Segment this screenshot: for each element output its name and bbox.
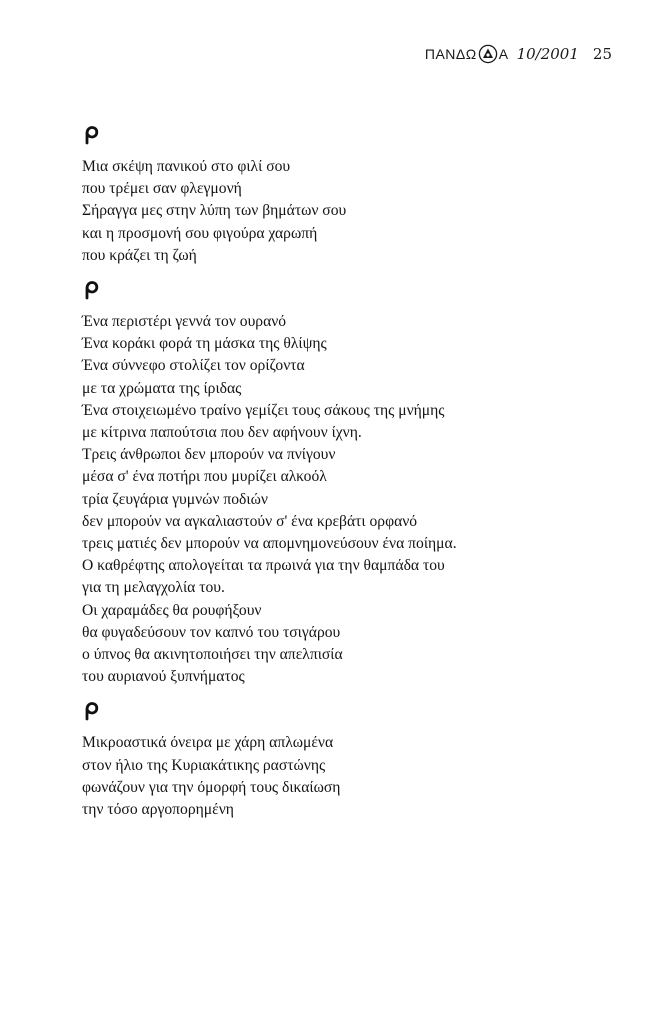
- verse-line: Σήραγγα μες στην λύπη των βημάτων σου: [82, 202, 347, 220]
- issue-number: 10/2001: [516, 45, 579, 63]
- verse-line: φωνάζουν για την όμορφή τους δικαίωση: [82, 778, 341, 796]
- verse-line: για τη μελαγχολία του.: [82, 579, 225, 597]
- verse-line: με κίτρινα παπούτσια που δεν αφήνουν ίχνη.: [82, 424, 362, 442]
- verse-line: και η προσμονή σου φιγούρα χαρωπή: [82, 224, 318, 242]
- verse-line: Ένα κοράκι φορά τη μάσκα της θλίψης: [82, 335, 327, 353]
- stanza-1: [82, 156, 602, 267]
- verse-line: Τρεις άνθρωποι δεν μπορούν να πνίγουν: [82, 446, 336, 464]
- magazine-logo-icon: [478, 44, 498, 64]
- verse-line: Μικροαστικά όνειρα με χάρη απλωμένα: [82, 734, 334, 752]
- verse-line: μέσα σ' ένα ποτήρι που μυρίζει αλκοόλ: [82, 468, 327, 486]
- poem: [82, 122, 602, 831]
- page-number: 25: [592, 45, 612, 63]
- verse-line: θα φυγαδεύσουν τον καπνό του τσιγάρου: [82, 623, 341, 641]
- magazine-name-suffix: Α: [498, 46, 509, 62]
- verse-line: Οι χαραμάδες θα ρουφήξουν: [82, 601, 262, 619]
- verse-line: που κράζει τη ζωή: [82, 246, 197, 264]
- section-marker-icon: [82, 277, 100, 301]
- verse-line: που τρέμει σαν φλεγμονή: [82, 180, 242, 198]
- verse-line: Ο καθρέφτης απολογείται τα πρωινά για την θαμπάδα του: [82, 557, 445, 575]
- verse-line: Ένα στοιχειωμένο τραίνο γεμίζει τους σάκους της μνήμης: [82, 401, 445, 419]
- verse-line: Μια σκέψη πανικού στο φιλί σου: [82, 158, 291, 175]
- magazine-name: ΠΑΝΔΩ: [424, 46, 477, 62]
- stanza-2: [82, 311, 602, 688]
- stanza-3: [82, 732, 602, 821]
- verse-line: με τα χρώματα της ίριδας: [82, 379, 242, 397]
- verse-line: τρία ζευγάρια γυμνών ποδιών: [82, 490, 268, 508]
- verse-line: τρεις ματιές δεν μπορούν να απομνημονεύσουν ένα ποίημα.: [82, 535, 457, 553]
- verse-line: την τόσο αργοπορημένη: [82, 801, 234, 819]
- verse-line: στον ήλιο της Κυριακάτικης ραστώνης: [82, 756, 326, 774]
- verse-line: του αυριανού ξυπνήματος: [82, 668, 245, 686]
- verse-line: Ένα σύννεφο στολίζει τον ορίζοντα: [82, 357, 305, 375]
- verse-line: ο ύπνος θα ακινητοποιήσει την απελπισία: [82, 646, 343, 664]
- section-marker-icon: [82, 122, 100, 146]
- verse-line: δεν μπορούν να αγκαλιαστούν σ' ένα κρεβάτι ορφανό: [82, 512, 418, 530]
- verse-line: Ένα περιστέρι γεννά τον ουρανό: [82, 313, 287, 331]
- running-head: [425, 44, 612, 64]
- section-marker-icon: [82, 698, 100, 722]
